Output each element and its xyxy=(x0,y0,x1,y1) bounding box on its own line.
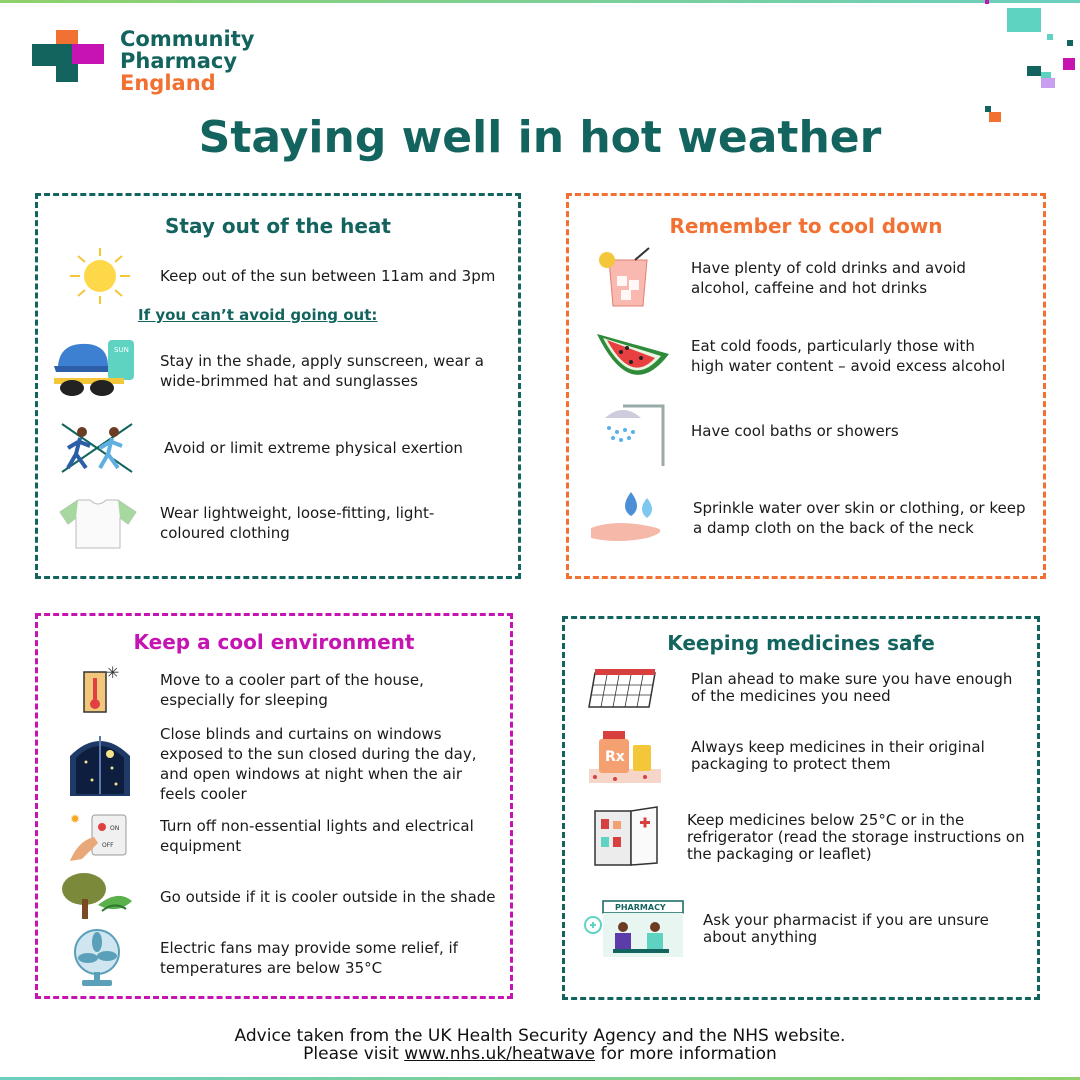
card-keep-cool-environment xyxy=(35,613,513,999)
community-pharmacy-england-logo xyxy=(32,27,332,95)
list-item xyxy=(56,418,516,478)
item-text: Go outside if it is cooler outside in the shade xyxy=(160,888,496,906)
footer-suffix: for more information xyxy=(595,1044,777,1064)
logo-cross-icon xyxy=(32,30,112,90)
brand-line-1: Community xyxy=(120,27,255,51)
night-window-icon xyxy=(66,732,134,796)
hat-sunglasses-icon xyxy=(50,336,140,406)
footer-prefix: Please visit xyxy=(303,1044,405,1064)
item-text: Stay in the shade, apply sunscreen, wear a wide-brimmed hat and sunglasses xyxy=(160,352,484,390)
list-item xyxy=(587,488,1037,548)
item-text: Eat cold foods, particularly those with high water content – avoid excess alcohol xyxy=(691,337,1006,375)
item-text: Wear lightweight, loose-fitting, light-coloured clothing xyxy=(160,504,435,542)
card-heading: Remember to cool down xyxy=(669,214,943,238)
card-heading: Stay out of the heat xyxy=(165,214,391,238)
item-text: Turn off non-essential lights and electrical equipment xyxy=(160,817,474,855)
list-item xyxy=(591,246,1031,310)
card-heading: Keep a cool environment xyxy=(133,630,415,654)
watermelon-icon xyxy=(591,324,671,388)
pharmacy-sign-label: PHARMACY xyxy=(615,903,666,912)
medicine-fridge-icon xyxy=(591,805,665,869)
item-text: Electric fans may provide some relief, if temperatures are below 35°C xyxy=(160,939,458,977)
footer-line-2 xyxy=(0,1045,1080,1063)
subheading: If you can’t avoid going out: xyxy=(138,306,378,324)
list-item xyxy=(68,811,508,861)
sunscreen-label: SUN xyxy=(114,346,129,354)
footer-line-1: Advice taken from the UK Health Security Agency and the NHS website. xyxy=(234,1026,846,1046)
list-item xyxy=(583,897,1039,961)
top-accent-line xyxy=(0,0,1080,3)
sun-icon xyxy=(58,246,142,306)
page-title: Staying well in hot weather xyxy=(198,112,882,163)
no-running-icon xyxy=(56,418,140,478)
item-text: Close blinds and curtains on windows exposed to the sun closed during the day, and open windows at night when the air feels cooler xyxy=(160,725,477,803)
item-text: Keep out of the sun between 11am and 3pm xyxy=(160,267,496,285)
svg-text:✳: ✳ xyxy=(106,664,120,682)
rx-label: Rx xyxy=(605,749,625,765)
calendar-icon xyxy=(585,663,665,713)
item-text: Have cool baths or showers xyxy=(691,422,899,440)
list-item xyxy=(591,396,1031,466)
brand-line-3: England xyxy=(120,71,216,95)
list-item xyxy=(58,871,508,923)
electric-fan-icon xyxy=(64,928,130,988)
item-text: Always keep medicines in their original packaging to protect them xyxy=(691,738,985,773)
item-text: Move to a cooler part of the house, especially for sleeping xyxy=(160,671,424,709)
item-text: Avoid or limit extreme physical exertion xyxy=(164,439,463,457)
item-text: Plan ahead to make sure you have enough of the medicines you need xyxy=(691,670,1013,705)
card-keeping-medicines-safe xyxy=(562,616,1040,1000)
light-switch-icon xyxy=(68,811,134,861)
card-stay-out-of-heat xyxy=(35,193,521,579)
card-heading: Keeping medicines safe xyxy=(667,631,935,655)
list-item xyxy=(50,336,510,406)
decorative-pixels xyxy=(975,0,1080,125)
medicine-bottles-icon xyxy=(585,727,665,785)
item-text: Keep medicines below 25°C or in the refrigerator (read the storage instructions on the packaging or leaflet) xyxy=(687,810,1025,863)
list-item xyxy=(591,805,1041,869)
list-item xyxy=(58,246,498,306)
heatwave-link[interactable]: www.nhs.uk/heatwave xyxy=(404,1044,596,1064)
list-item xyxy=(585,727,1035,785)
list-item xyxy=(56,496,516,550)
list-item xyxy=(585,663,1035,713)
item-text: Ask your pharmacist if you are unsure about anything xyxy=(703,911,989,946)
brand-line-2: Pharmacy xyxy=(120,49,238,73)
item-text: Have plenty of cold drinks and avoid alcohol, caffeine and hot drinks xyxy=(691,259,966,297)
tshirt-icon xyxy=(56,496,140,550)
list-item xyxy=(64,928,504,988)
switch-on-label: ON xyxy=(110,825,120,832)
footer xyxy=(0,1027,1080,1063)
card-remember-to-cool-down xyxy=(566,193,1046,579)
thermometer-icon xyxy=(70,664,130,716)
item-text: Sprinkle water over skin or clothing, or keep a damp cloth on the back of the neck xyxy=(693,499,1026,537)
svg-text:✹: ✹ xyxy=(70,812,81,826)
list-item xyxy=(66,724,506,804)
shower-icon xyxy=(591,396,671,466)
switch-off-label: OFF xyxy=(102,842,114,849)
cold-drink-icon xyxy=(591,246,671,310)
tree-shade-icon xyxy=(58,871,134,923)
pharmacy-icon xyxy=(583,897,687,961)
list-item xyxy=(70,664,500,716)
list-item xyxy=(591,324,1031,388)
water-drops-hand-icon xyxy=(587,488,673,548)
